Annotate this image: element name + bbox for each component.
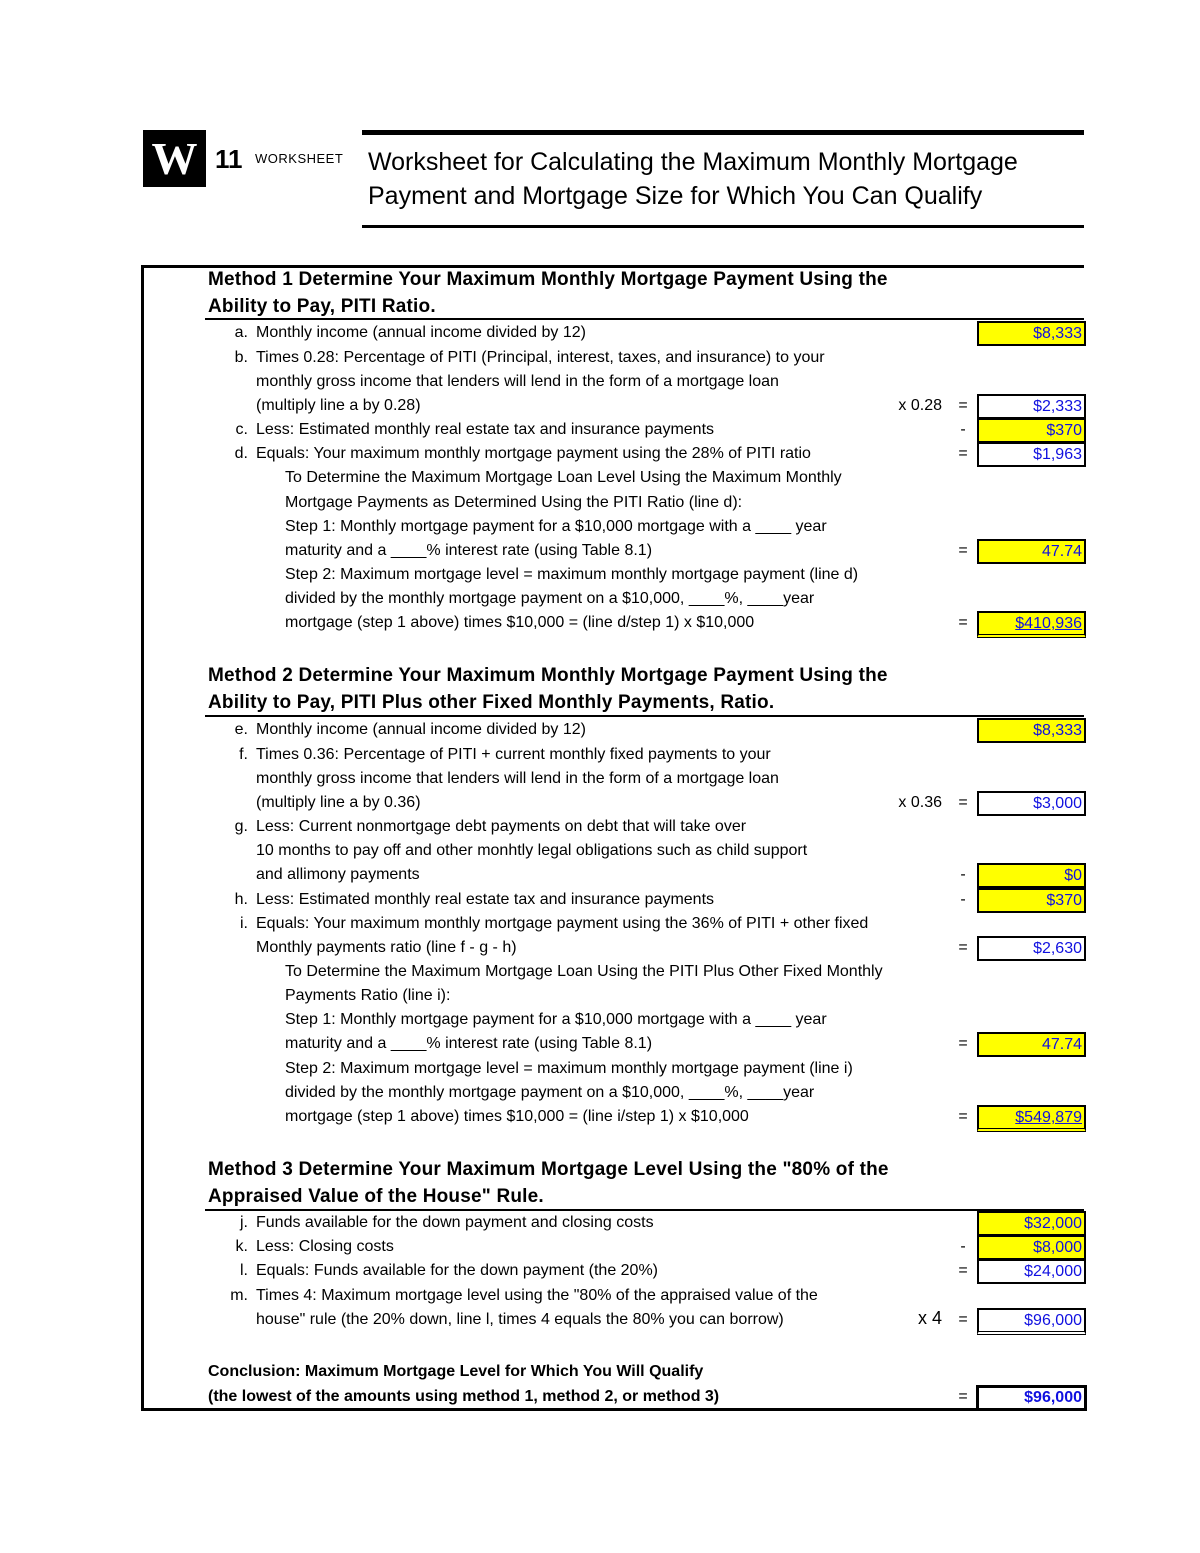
line-h-operator: -: [960, 891, 966, 908]
method2-heading: [208, 662, 888, 716]
method2-sub-1: To Determine the Maximum Mortgage Loan Using the PITI Plus Other Fixed Monthly: [285, 963, 883, 980]
line-e-letter: e.: [234, 721, 248, 738]
line-i-value: $2,630: [977, 936, 1086, 961]
line-l-text: Equals: Funds available for the down payment (the 20%): [256, 1262, 659, 1279]
line-b-letter: b.: [234, 349, 248, 366]
method1-sub-1: To Determine the Maximum Mortgage Loan Level Using the Maximum Monthly: [285, 469, 842, 486]
line-h-value: $370: [977, 888, 1086, 913]
line-a-value: $8,333: [977, 321, 1086, 346]
line-a-text: Monthly income (annual income divided by 12): [256, 324, 586, 341]
line-l-value: $24,000: [977, 1259, 1086, 1284]
line-b-value: $2,333: [977, 394, 1086, 419]
method3-heading: [208, 1156, 889, 1210]
line-m-operator: =: [958, 1311, 968, 1328]
line-g-operator: -: [960, 866, 966, 883]
line-h-letter: h.: [234, 891, 248, 908]
method1-rule: [205, 318, 1084, 320]
line-a-letter: a.: [234, 324, 248, 341]
line-b-operator: =: [958, 397, 968, 414]
line-j-value: $32,000: [977, 1211, 1086, 1236]
method1-step1-line1: Step 1: Monthly mortgage payment for a $10,000 mortgage with a ____ year: [285, 518, 827, 535]
method3-heading-line2: Appraised Value of the House" Rule.: [208, 1186, 544, 1207]
worksheet-logo: W: [143, 130, 206, 187]
line-d-letter: d.: [234, 445, 248, 462]
title-line-1: Worksheet for Calculating the Maximum Monthly Mortgage: [368, 148, 1018, 176]
method2-step1-line1: Step 1: Monthly mortgage payment for a $10,000 mortgage with a ____ year: [285, 1011, 827, 1028]
title-bottom-rule: [362, 225, 1084, 228]
method2-heading-line1: Method 2 Determine Your Maximum Monthly Mortgage Payment Using the: [208, 665, 888, 686]
method1-heading-line2: Ability to Pay, PITI Ratio.: [208, 296, 436, 317]
method1-heading: [208, 266, 888, 320]
conclusion-value: $96,000: [976, 1385, 1087, 1411]
method1-step2-operator: =: [958, 614, 968, 631]
line-c-operator: -: [960, 421, 966, 438]
line-b-text-2: monthly gross income that lenders will lend in the form of a mortgage loan: [256, 373, 779, 390]
method1-step2-line2: divided by the monthly mortgage payment on a $10,000, ____%, ____year: [285, 590, 815, 607]
method2-step2-line2: divided by the monthly mortgage payment on a $10,000, ____%, ____year: [285, 1084, 815, 1101]
method1-step1-operator: =: [958, 542, 968, 559]
line-g-text-2: 10 months to pay off and other monhtly legal obligations such as child support: [256, 842, 808, 859]
method2-step2-value: [977, 1105, 1086, 1132]
line-g-text-1: Less: Current nonmortgage debt payments on debt that will take over: [256, 818, 747, 835]
line-f-text-3: (multiply line a by 0.36): [256, 794, 421, 811]
conclusion-line-2: (the lowest of the amounts using method 1, method 2, or method 3): [208, 1388, 720, 1405]
method2-rule: [205, 715, 1084, 717]
line-c-letter: c.: [235, 421, 248, 438]
method1-step1-line2: maturity and a ____% interest rate (using Table 8.1): [285, 542, 653, 559]
worksheet-label: WORKSHEET: [255, 151, 344, 166]
line-k-value: $8,000: [977, 1235, 1086, 1260]
line-m-value: $96,000: [977, 1308, 1086, 1335]
line-e-value: $8,333: [977, 718, 1086, 743]
worksheet-frame-left: [141, 265, 144, 1411]
line-b-multiplier: x 0.28: [898, 397, 942, 414]
line-g-value: $0: [977, 863, 1086, 888]
method2-step2-operator: =: [958, 1108, 968, 1125]
line-d-value: $1,963: [977, 442, 1086, 467]
line-k-letter: k.: [235, 1238, 248, 1255]
line-k-operator: -: [960, 1238, 966, 1255]
method2-step1-operator: =: [958, 1035, 968, 1052]
method1-step2-line1: Step 2: Maximum mortgage level = maximum monthly mortgage payment (line d): [285, 566, 859, 583]
line-f-value: $3,000: [977, 791, 1086, 816]
line-e-text: Monthly income (annual income divided by 12): [256, 721, 586, 738]
title-top-rule: [362, 130, 1084, 135]
line-b-text-3: (multiply line a by 0.28): [256, 397, 421, 414]
line-i-letter: i.: [240, 915, 248, 932]
conclusion-line-1: Conclusion: Maximum Mortgage Level for Which You Will Qualify: [208, 1363, 704, 1380]
line-d-text: Equals: Your maximum monthly mortgage payment using the 28% of PITI ratio: [256, 445, 811, 462]
line-i-text-2: Monthly payments ratio (line f - g - h): [256, 939, 517, 956]
line-f-text-2: monthly gross income that lenders will lend in the form of a mortgage loan: [256, 770, 779, 787]
line-l-letter: l.: [240, 1262, 248, 1279]
line-m-multiplier: x 4: [917, 1308, 942, 1328]
method2-step2-line1: Step 2: Maximum mortgage level = maximum monthly mortgage payment (line i): [285, 1060, 853, 1077]
line-c-value: $370: [977, 418, 1086, 443]
method2-step1-value: 47.74: [977, 1032, 1086, 1057]
method2-heading-line2: Ability to Pay, PITI Plus other Fixed Monthly Payments, Ratio.: [208, 692, 775, 713]
method1-sub-2: Mortgage Payments as Determined Using the PITI Ratio (line d):: [285, 494, 743, 511]
line-h-text: Less: Estimated monthly real estate tax and insurance payments: [256, 891, 715, 908]
line-m-text-1: Times 4: Maximum mortgage level using the "80% of the appraised value of the: [256, 1287, 818, 1304]
line-g-text-3: and allimony payments: [256, 866, 420, 883]
method3-heading-line1: Method 3 Determine Your Maximum Mortgage Level Using the "80% of the: [208, 1159, 889, 1180]
line-i-operator: =: [958, 939, 968, 956]
line-b-text-1: Times 0.28: Percentage of PITI (Principal, interest, taxes, and insurance) to your: [256, 349, 825, 366]
line-f-letter: f.: [239, 746, 248, 763]
method1-step2-value-text: $410,936: [1015, 615, 1082, 632]
line-d-operator: =: [958, 445, 968, 462]
worksheet-number: 11: [215, 144, 243, 174]
conclusion-operator: =: [958, 1388, 968, 1405]
line-m-text-2: house" rule (the 20% down, line l, times 4 equals the 80% you can borrow): [256, 1311, 784, 1328]
method1-step1-value: 47.74: [977, 539, 1086, 564]
title-line-2: Payment and Mortgage Size for Which You Can Qualify: [368, 182, 983, 210]
line-m-letter: m.: [230, 1287, 248, 1304]
method1-heading-line1: Method 1 Determine Your Maximum Monthly Mortgage Payment Using the: [208, 269, 888, 290]
page-title: [368, 145, 1018, 213]
method2-sub-2: Payments Ratio (line i):: [285, 987, 451, 1004]
line-j-text: Funds available for the down payment and closing costs: [256, 1214, 654, 1231]
method2-step2-value-text: $549,879: [1015, 1109, 1082, 1126]
line-l-operator: =: [958, 1262, 968, 1279]
line-f-text-1: Times 0.36: Percentage of PITI + current monthly fixed payments to your: [256, 746, 771, 763]
line-k-text: Less: Closing costs: [256, 1238, 394, 1255]
method1-step2-line3: mortgage (step 1 above) times $10,000 = (line d/step 1) x $10,000: [285, 614, 755, 631]
line-j-letter: j.: [240, 1214, 248, 1231]
method1-step2-value: [977, 611, 1086, 638]
method2-step1-line2: maturity and a ____% interest rate (using Table 8.1): [285, 1035, 653, 1052]
line-g-letter: g.: [234, 818, 248, 835]
line-i-text-1: Equals: Your maximum monthly mortgage payment using the 36% of PITI + other fixed: [256, 915, 869, 932]
line-c-text: Less: Estimated monthly real estate tax and insurance payments: [256, 421, 715, 438]
line-f-operator: =: [958, 794, 968, 811]
method2-step2-line3: mortgage (step 1 above) times $10,000 = (line i/step 1) x $10,000: [285, 1108, 749, 1125]
line-f-multiplier: x 0.36: [898, 794, 942, 811]
